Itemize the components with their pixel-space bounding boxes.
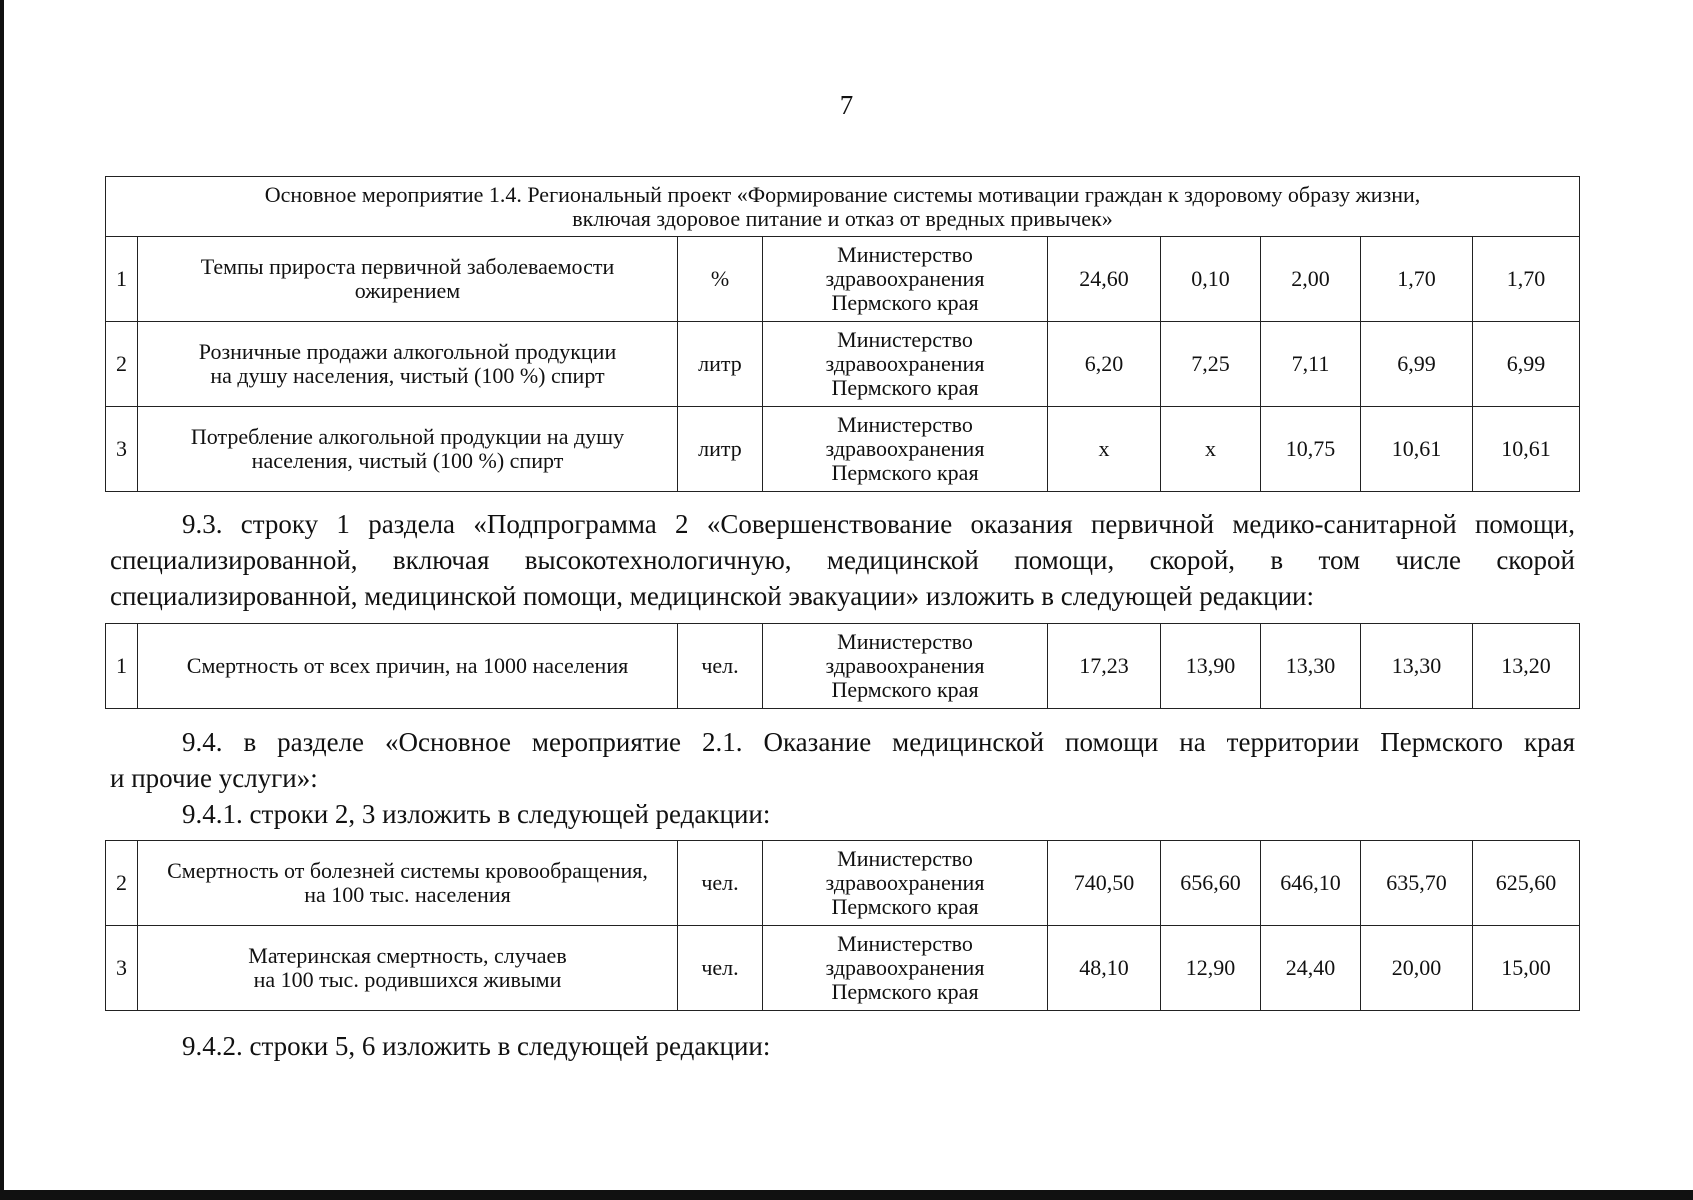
value-cell: 6,20 <box>1048 322 1161 407</box>
org-line: здравоохранения <box>825 436 985 462</box>
value-cell: 7,25 <box>1161 322 1261 407</box>
value-cell: x <box>1048 407 1161 492</box>
section-title-line: Основное мероприятие 1.4. Региональный проект «Формирование системы мотивации граждан к здоровому образу жизни, <box>264 181 1421 207</box>
org-line: Пермского края <box>831 289 979 315</box>
indicator-name-line: ожирением <box>354 278 461 303</box>
value-cell: 24,40 <box>1261 926 1361 1011</box>
org-line: здравоохранения <box>825 955 985 981</box>
indicator-name-line: населения, чистый (100 %) спирт <box>251 448 564 473</box>
responsible-org <box>763 237 1048 322</box>
value-cell: 656,60 <box>1161 841 1261 926</box>
paragraph-9-4 <box>110 724 1575 796</box>
value-cell: 2,00 <box>1261 237 1361 322</box>
row-number: 2 <box>106 322 138 407</box>
row-number: 1 <box>106 237 138 322</box>
indicator-name-line: Материнская смертность, случаев <box>248 943 567 969</box>
responsible-org <box>763 407 1048 492</box>
indicator-name-line: Смертность от болезней системы кровообращения, <box>167 858 648 884</box>
org-line: здравоохранения <box>825 653 985 679</box>
table-row <box>106 624 1580 709</box>
indicator-name: Смертность от всех причин, на 1000 населения <box>138 624 678 709</box>
indicator-name-line: на 100 тыс. населения <box>304 882 511 907</box>
value-cell: 10,61 <box>1361 407 1473 492</box>
page-number: 7 <box>839 90 854 120</box>
value-cell: 17,23 <box>1048 624 1161 709</box>
table-row <box>106 407 1580 492</box>
value-cell: 625,60 <box>1473 841 1580 926</box>
responsible-org <box>763 322 1048 407</box>
org-line: Министерство <box>837 629 973 655</box>
paragraph-line: 9.4.2. строки 5, 6 изложить в следующей редакции: <box>182 1031 771 1061</box>
org-line: Пермского края <box>831 459 979 485</box>
org-line: здравоохранения <box>825 870 985 896</box>
value-cell: 635,70 <box>1361 841 1473 926</box>
section-title-line: включая здоровое питание и отказ от вредных привычек» <box>572 205 1113 231</box>
row-number: 2 <box>106 841 138 926</box>
indicators-table-2 <box>105 623 1580 709</box>
org-line: здравоохранения <box>825 266 985 292</box>
value-cell: 1,70 <box>1473 237 1580 322</box>
row-number: 1 <box>106 624 138 709</box>
table-row <box>106 237 1580 322</box>
org-line: Пермского края <box>831 374 979 400</box>
paragraph-line: 9.3. строку 1 раздела «Подпрограмма 2 «Совершенствование оказания первичной медико-санитарной помощи, <box>182 509 1575 539</box>
value-cell: 13,30 <box>1261 624 1361 709</box>
paragraph-line: 9.4.1. строки 2, 3 изложить в следующей редакции: <box>182 799 771 829</box>
indicator-name <box>138 407 678 492</box>
value-cell: 13,90 <box>1161 624 1261 709</box>
table-row <box>106 322 1580 407</box>
responsible-org <box>763 841 1048 926</box>
org-line: Министерство <box>837 412 973 438</box>
table-row <box>106 926 1580 1011</box>
row-number: 3 <box>106 926 138 1011</box>
value-cell: 20,00 <box>1361 926 1473 1011</box>
indicator-name-line: на душу населения, чистый (100 %) спирт <box>210 363 605 388</box>
value-cell: 6,99 <box>1361 322 1473 407</box>
paragraph-line: и прочие услуги»: <box>110 763 318 793</box>
indicator-name-line: Розничные продажи алкогольной продукции <box>198 339 617 365</box>
value-cell: 6,99 <box>1473 322 1580 407</box>
unit-cell: чел. <box>678 841 763 926</box>
table-row <box>106 841 1580 926</box>
org-line: Министерство <box>837 846 973 872</box>
responsible-org <box>763 926 1048 1011</box>
value-cell: 1,70 <box>1361 237 1473 322</box>
indicator-name <box>138 926 678 1011</box>
indicator-name-line: Потребление алкогольной продукции на душу <box>190 424 625 450</box>
value-cell: 13,20 <box>1473 624 1580 709</box>
value-cell: 24,60 <box>1048 237 1161 322</box>
org-line: Министерство <box>837 931 973 957</box>
value-cell: 12,90 <box>1161 926 1261 1011</box>
unit-cell: литр <box>678 322 763 407</box>
paragraph-line: специализированной, включая высокотехнологичную, медицинской помощи, скорой, в том числе скорой <box>110 545 1575 575</box>
value-cell: 13,30 <box>1361 624 1473 709</box>
paragraph-line: специализированной, медицинской помощи, медицинской эвакуации» изложить в следующей редакции: <box>110 581 1315 611</box>
indicator-name <box>138 237 678 322</box>
paragraph-9-4-1 <box>110 796 1575 832</box>
value-cell: 10,61 <box>1473 407 1580 492</box>
org-line: Министерство <box>837 327 973 353</box>
row-number: 3 <box>106 407 138 492</box>
value-cell: 7,11 <box>1261 322 1361 407</box>
paragraph-line: 9.4. в разделе «Основное мероприятие 2.1. Оказание медицинской помощи на территории Пермского края <box>182 727 1575 757</box>
value-cell: 15,00 <box>1473 926 1580 1011</box>
value-cell: 740,50 <box>1048 841 1161 926</box>
unit-cell: чел. <box>678 624 763 709</box>
indicator-name-line: на 100 тыс. родившихся живыми <box>253 967 562 992</box>
indicator-name <box>138 322 678 407</box>
value-cell: 646,10 <box>1261 841 1361 926</box>
indicators-table-1 <box>105 176 1580 492</box>
section-title <box>106 177 1580 237</box>
org-line: Министерство <box>837 242 973 268</box>
indicators-table-3 <box>105 840 1580 1011</box>
indicator-name <box>138 841 678 926</box>
org-line: Пермского края <box>831 893 979 919</box>
org-line: здравоохранения <box>825 351 985 377</box>
value-cell: 48,10 <box>1048 926 1161 1011</box>
indicator-name-line: Темпы прироста первичной заболеваемости <box>200 254 615 280</box>
paragraph-9-3 <box>110 506 1575 614</box>
section-title-row <box>106 177 1580 237</box>
unit-cell: чел. <box>678 926 763 1011</box>
unit-cell: % <box>678 237 763 322</box>
org-line: Пермского края <box>831 978 979 1004</box>
org-line: Пермского края <box>831 676 979 702</box>
value-cell: 0,10 <box>1161 237 1261 322</box>
value-cell: 10,75 <box>1261 407 1361 492</box>
responsible-org <box>763 624 1048 709</box>
value-cell: x <box>1161 407 1261 492</box>
paragraph-9-4-2 <box>110 1028 1575 1064</box>
unit-cell: литр <box>678 407 763 492</box>
